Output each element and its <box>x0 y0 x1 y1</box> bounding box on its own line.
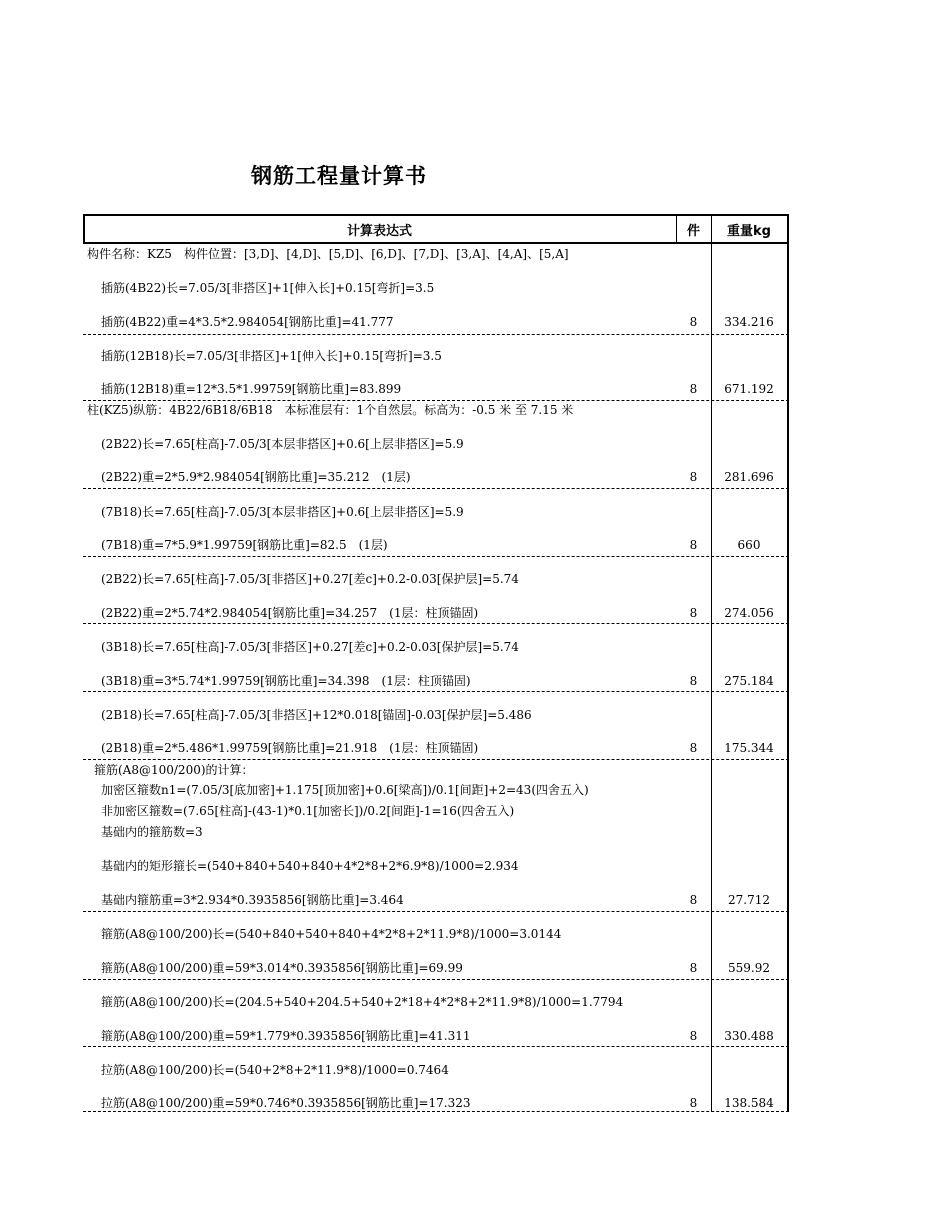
row-separator <box>83 979 789 980</box>
expression-line: 插筋(4B22)重=4*3.5*2.984054[钢筋比重]=41.777 <box>101 315 394 329</box>
row-weight: 274.056 <box>724 606 774 620</box>
row-separator <box>83 691 789 692</box>
row-count: 8 <box>689 538 698 552</box>
row-count: 8 <box>689 606 698 620</box>
row-weight: 559.92 <box>728 961 770 975</box>
expression-line: (2B22)长=7.65[柱高]-7.05/3[非搭区]+0.27[差c]+0.2-0.03[保护层]=5.74 <box>101 572 519 586</box>
header-divider <box>83 242 789 244</box>
expression-line: 基础内的箍筋数=3 <box>101 825 203 839</box>
expression-line: (7B18)长=7.65[柱高]-7.05/3[本层非搭区]+0.6[上层非搭区]=5.9 <box>101 505 464 519</box>
expression-line: 拉筋(A8@100/200)重=59*0.746*0.3935856[钢筋比重]=17.323 <box>101 1096 471 1110</box>
header-count: 件 <box>686 224 700 239</box>
expression-line: (2B22)重=2*5.9*2.984054[钢筋比重]=35.212 (1层) <box>101 470 411 484</box>
row-weight: 27.712 <box>728 893 770 907</box>
row-weight: 330.488 <box>724 1029 774 1043</box>
header-weight: 重量kg <box>727 224 771 239</box>
row-separator <box>83 400 789 401</box>
row-count: 8 <box>689 961 698 975</box>
stirrup-section-line: 箍筋(A8@100/200)的计算： <box>94 763 254 777</box>
expression-line: (7B18)重=7*5.9*1.99759[钢筋比重]=82.5 (1层) <box>101 538 388 552</box>
expression-line: 箍筋(A8@100/200)重=59*3.014*0.3935856[钢筋比重]=69.99 <box>101 961 463 975</box>
expression-line: 插筋(12B18)重=12*3.5*1.99759[钢筋比重]=83.899 <box>101 382 402 396</box>
expression-line: (3B18)重=3*5.74*1.99759[钢筋比重]=34.398 (1层：柱顶锚固) <box>101 674 471 688</box>
expression-line: 拉筋(A8@100/200)长=(540+2*8+2*11.9*8)/1000=0.7464 <box>101 1063 449 1077</box>
row-count: 8 <box>689 1029 698 1043</box>
expression-line: (2B18)重=2*5.486*1.99759[钢筋比重]=21.918 (1层：柱顶锚固) <box>101 741 479 755</box>
expression-line: (2B22)长=7.65[柱高]-7.05/3[本层非搭区]+0.6[上层非搭区]=5.9 <box>101 437 464 451</box>
expression-line: 非加密区箍数=(7.65[柱高]-(43-1)*0.1[加密长])/0.2[间距]-1=16(四舍五入) <box>101 804 515 818</box>
row-weight: 671.192 <box>724 382 774 396</box>
row-count: 8 <box>689 741 698 755</box>
table-border-right <box>787 214 789 1112</box>
row-separator <box>83 556 789 557</box>
row-count: 8 <box>689 893 698 907</box>
row-separator <box>83 334 789 335</box>
expression-line: 箍筋(A8@100/200)长=(540+840+540+840+4*2*8+2*11.9*8)/1000=3.0144 <box>101 927 562 941</box>
expression-line: (2B18)长=7.65[柱高]-7.05/3[非搭区]+12*0.018[锚固]-0.03[保护层]=5.486 <box>101 708 532 722</box>
expression-line: (3B18)长=7.65[柱高]-7.05/3[非搭区]+0.27[差c]+0.2-0.03[保护层]=5.74 <box>101 640 519 654</box>
row-separator <box>83 1111 789 1112</box>
row-count: 8 <box>689 1096 698 1110</box>
row-separator <box>83 623 789 624</box>
row-separator <box>83 759 789 760</box>
row-count: 8 <box>689 674 698 688</box>
row-weight: 175.344 <box>724 741 774 755</box>
row-weight: 334.216 <box>724 315 774 329</box>
row-weight: 660 <box>737 538 761 552</box>
component-info-line: 构件名称：KZ5 构件位置：[3,D]、[4,D]、[5,D]、[6,D]、[7,D]、[3,A]、[4,A]、[5,A] <box>87 247 569 261</box>
expression-line: 基础内箍筋重=3*2.934*0.3935856[钢筋比重]=3.464 <box>101 893 404 907</box>
document-title: 钢筋工程量计算书 <box>251 164 427 188</box>
expression-line: 箍筋(A8@100/200)长=(204.5+540+204.5+540+2*18+4*2*8+2*11.9*8)/1000=1.7794 <box>101 995 624 1009</box>
section-info-line: 柱(KZ5)纵筋：4B22/6B18/6B18 本标准层有：1个自然层。标高为：-0.5 米 至 7.15 米 <box>87 403 574 417</box>
row-separator <box>83 488 789 489</box>
row-separator <box>83 911 789 912</box>
header-expression: 计算表达式 <box>346 224 412 239</box>
table-border-top <box>83 214 789 216</box>
expression-line: 基础内的矩形箍长=(540+840+540+840+4*2*8+2*6.9*8)/1000=2.934 <box>101 859 519 873</box>
row-separator <box>83 1046 789 1047</box>
row-count: 8 <box>689 315 698 329</box>
expression-line: 插筋(4B22)长=7.05/3[非搭区]+1[伸入长]+0.15[弯折]=3.5 <box>101 281 435 295</box>
row-count: 8 <box>689 470 698 484</box>
column-divider-weight <box>711 214 712 1112</box>
row-count: 8 <box>689 382 698 396</box>
row-weight: 281.696 <box>724 470 774 484</box>
expression-line: 插筋(12B18)长=7.05/3[非搭区]+1[伸入长]+0.15[弯折]=3.5 <box>101 349 442 363</box>
row-weight: 275.184 <box>724 674 774 688</box>
expression-line: (2B22)重=2*5.74*2.984054[钢筋比重]=34.257 (1层：柱顶锚固) <box>101 606 479 620</box>
expression-line: 箍筋(A8@100/200)重=59*1.779*0.3935856[钢筋比重]=41.311 <box>101 1029 471 1043</box>
expression-line: 加密区箍数n1=(7.05/3[底加密]+1.175[顶加密]+0.6[梁高])/0.1[间距]+2=43(四舍五入) <box>101 783 589 797</box>
row-weight: 138.584 <box>724 1096 774 1110</box>
calculation-table <box>83 214 789 1112</box>
